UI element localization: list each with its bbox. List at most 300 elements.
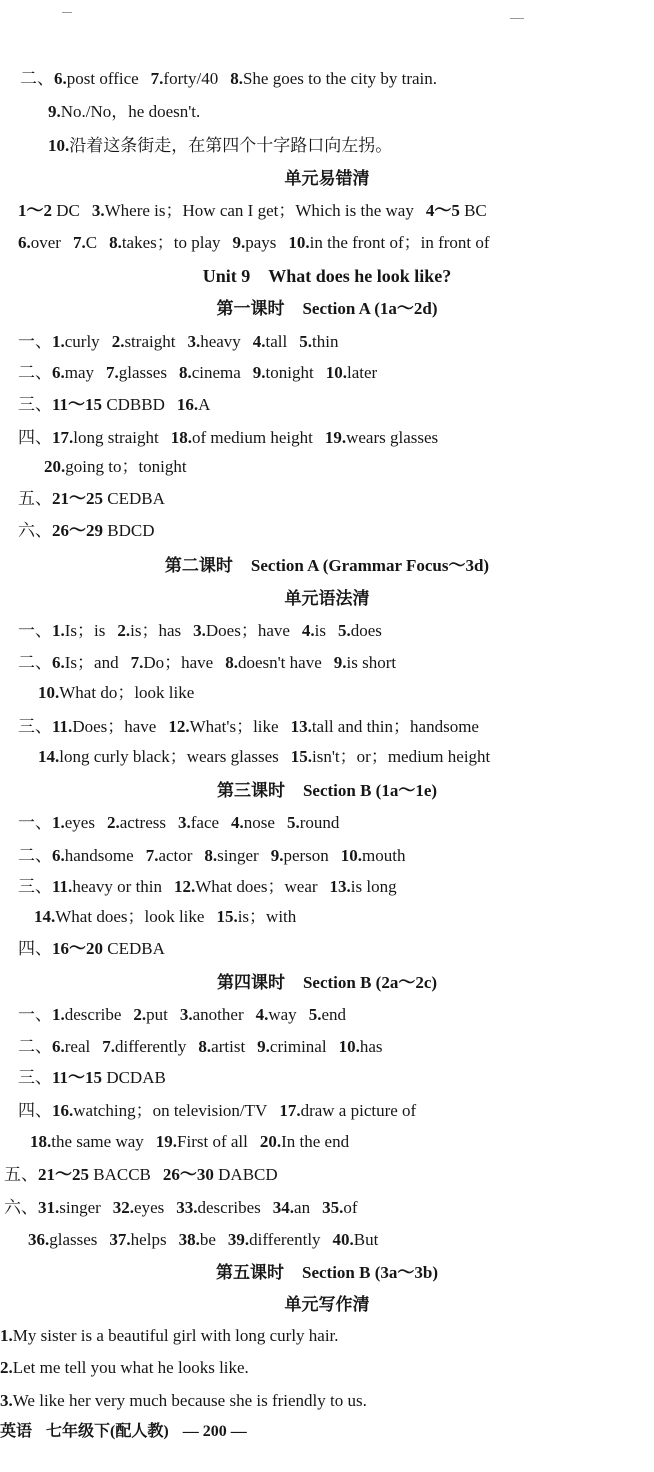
answer-item bbox=[73, 233, 97, 252]
item-number: 33. bbox=[176, 1198, 198, 1217]
item-number: 7. bbox=[72, 233, 86, 252]
answer-item bbox=[260, 1132, 349, 1151]
section-prefix: 三、 bbox=[18, 877, 52, 896]
answer-line bbox=[18, 520, 154, 542]
item-answer: DABCD bbox=[213, 1165, 278, 1184]
item-number: 18. bbox=[30, 1132, 52, 1151]
answer-item bbox=[299, 332, 338, 351]
answer-item bbox=[338, 621, 382, 640]
item-answer: straight bbox=[124, 332, 176, 351]
item-number: 2. bbox=[117, 621, 131, 640]
item-number: 38. bbox=[178, 1230, 200, 1249]
item-number: 26～29 bbox=[52, 521, 103, 540]
answer-item bbox=[180, 1005, 244, 1024]
answer-item bbox=[322, 1198, 357, 1217]
item-number: 8. bbox=[204, 846, 218, 865]
section-heading bbox=[0, 972, 654, 994]
item-answer: tall and thin；handsome bbox=[311, 717, 479, 736]
answer-item bbox=[198, 1037, 245, 1056]
item-answer: later bbox=[346, 363, 378, 382]
section-prefix: 四、 bbox=[18, 428, 52, 447]
item-answer: nose bbox=[243, 813, 275, 832]
answer-item bbox=[131, 653, 214, 672]
heading-part: 第一课时 bbox=[216, 299, 285, 318]
item-answer: has bbox=[359, 1037, 383, 1056]
section-prefix: 一、 bbox=[18, 621, 52, 640]
item-number: 13. bbox=[329, 877, 351, 896]
answer-item bbox=[302, 621, 326, 640]
heading-part: What does he look like? bbox=[268, 266, 452, 286]
page-footer bbox=[0, 1421, 257, 1443]
item-number: 4. bbox=[301, 621, 315, 640]
item-answer: cinema bbox=[191, 363, 241, 382]
item-number: 19. bbox=[324, 428, 347, 447]
answer-line bbox=[18, 488, 165, 510]
item-number: 3. bbox=[91, 201, 105, 220]
item-number: 2. bbox=[0, 1358, 13, 1377]
item-number: 40. bbox=[332, 1230, 354, 1249]
item-answer: takes；to play bbox=[121, 233, 221, 252]
answer-item bbox=[176, 1198, 261, 1217]
item-answer: an bbox=[294, 1198, 311, 1217]
item-number: 19. bbox=[155, 1132, 178, 1151]
answer-item bbox=[52, 1101, 267, 1120]
answer-item bbox=[52, 1037, 90, 1056]
answer-item bbox=[52, 717, 156, 736]
answer-item bbox=[179, 363, 241, 382]
answer-line bbox=[18, 1036, 383, 1058]
answer-line bbox=[30, 1131, 349, 1153]
answer-item bbox=[92, 201, 414, 220]
answer-item bbox=[325, 428, 438, 447]
item-number: 16. bbox=[176, 395, 199, 414]
item-number: 31. bbox=[38, 1198, 60, 1217]
item-answer: No./No，he doesn't. bbox=[60, 102, 201, 121]
section-prefix: 一、 bbox=[18, 1005, 52, 1024]
item-number: 11～15 bbox=[52, 1068, 103, 1087]
section-prefix: 六、 bbox=[18, 521, 52, 540]
answer-item bbox=[339, 1037, 383, 1056]
item-number: 21～25 bbox=[38, 1165, 89, 1184]
section-prefix: 五、 bbox=[18, 489, 52, 508]
heading-part: 第五课时 bbox=[216, 1263, 284, 1282]
item-number: 17. bbox=[52, 428, 74, 447]
item-answer: going to；tonight bbox=[65, 457, 187, 476]
item-answer: Do；have bbox=[143, 653, 214, 672]
item-answer: But bbox=[353, 1230, 379, 1249]
item-number: 9. bbox=[48, 102, 61, 121]
answer-item bbox=[38, 683, 194, 702]
item-number: 14. bbox=[38, 747, 60, 766]
item-answer: differently bbox=[114, 1037, 187, 1056]
answer-item bbox=[38, 747, 279, 766]
item-number: 4. bbox=[255, 1005, 269, 1024]
item-number: 20. bbox=[44, 457, 66, 476]
item-answer: Let me tell you what he looks like. bbox=[12, 1358, 249, 1377]
answer-item bbox=[52, 332, 100, 351]
answer-line bbox=[18, 331, 338, 353]
answer-line bbox=[4, 1197, 358, 1219]
answer-item bbox=[271, 846, 329, 865]
answer-line bbox=[48, 135, 392, 157]
answer-item bbox=[18, 233, 61, 252]
item-answer: watching；on television/TV bbox=[73, 1101, 268, 1120]
section-prefix: 三、 bbox=[18, 717, 52, 736]
item-number: 3. bbox=[0, 1391, 13, 1410]
item-number: 6. bbox=[52, 363, 65, 382]
heading-part: 单元写作清 bbox=[284, 1295, 370, 1314]
item-answer: does bbox=[350, 621, 382, 640]
item-number: 1. bbox=[52, 332, 65, 351]
item-number: 4. bbox=[252, 332, 266, 351]
item-number: 1. bbox=[52, 621, 65, 640]
answer-item bbox=[28, 1230, 97, 1249]
answer-item bbox=[113, 1198, 164, 1217]
answer-item bbox=[163, 1165, 278, 1184]
item-number: 15. bbox=[290, 747, 313, 766]
answer-line bbox=[34, 906, 296, 928]
item-answer: helps bbox=[130, 1230, 167, 1249]
answer-item bbox=[426, 201, 487, 220]
answer-item bbox=[174, 877, 318, 896]
item-answer: Does；have bbox=[72, 717, 157, 736]
answer-line bbox=[18, 232, 490, 254]
item-answer: singer bbox=[59, 1198, 101, 1217]
item-number: 18. bbox=[170, 428, 192, 447]
item-number: 10. bbox=[288, 233, 310, 252]
answer-item bbox=[34, 907, 204, 926]
answer-line bbox=[18, 716, 479, 738]
answer-item bbox=[309, 1005, 346, 1024]
heading-part: Section A (1a～2d) bbox=[302, 299, 438, 318]
item-answer: the same way bbox=[51, 1132, 144, 1151]
item-answer: wears glasses bbox=[346, 428, 439, 447]
item-number: 4. bbox=[231, 813, 244, 832]
item-number: 15. bbox=[216, 907, 238, 926]
section-prefix: 二、 bbox=[18, 363, 52, 382]
footer-grade: 七年级下(配人教) bbox=[46, 1423, 169, 1440]
answer-line bbox=[18, 938, 165, 960]
answer-item bbox=[231, 813, 275, 832]
item-answer: over bbox=[30, 233, 61, 252]
item-answer: is；has bbox=[130, 621, 182, 640]
item-answer: singer bbox=[217, 846, 259, 865]
item-answer: way bbox=[268, 1005, 297, 1024]
item-number: 7. bbox=[130, 653, 144, 672]
item-number: 34. bbox=[272, 1198, 295, 1217]
item-answer: thin bbox=[312, 332, 339, 351]
item-number: 3. bbox=[187, 332, 201, 351]
item-number: 12. bbox=[168, 717, 190, 736]
answer-line bbox=[38, 682, 194, 704]
item-number: 16. bbox=[52, 1101, 74, 1120]
answer-item bbox=[102, 1037, 186, 1056]
item-number: 3. bbox=[193, 621, 206, 640]
item-number: 6. bbox=[52, 846, 65, 865]
item-answer: eyes bbox=[134, 1198, 165, 1217]
item-number: 26～30 bbox=[162, 1165, 214, 1184]
item-number: 6. bbox=[54, 69, 67, 88]
item-number: 8. bbox=[109, 233, 122, 252]
section-heading bbox=[0, 168, 654, 190]
section-prefix: 三、 bbox=[18, 1068, 52, 1087]
answer-item bbox=[38, 1198, 101, 1217]
section-prefix: 五、 bbox=[4, 1165, 38, 1184]
answer-line bbox=[18, 876, 397, 898]
heading-part: 第二课时 bbox=[164, 556, 233, 575]
heading-part: 第四课时 bbox=[216, 973, 285, 992]
item-answer: mouth bbox=[362, 846, 406, 865]
item-number: 5. bbox=[299, 332, 312, 351]
answer-item bbox=[52, 846, 134, 865]
item-number: 9. bbox=[270, 846, 284, 865]
answer-item bbox=[30, 1132, 144, 1151]
item-answer: isn't；or；medium height bbox=[312, 747, 491, 766]
item-number: 8. bbox=[230, 69, 243, 88]
answer-item bbox=[253, 332, 287, 351]
answer-item bbox=[151, 69, 219, 88]
item-number: 5. bbox=[308, 1005, 322, 1024]
item-number: 2. bbox=[133, 1005, 147, 1024]
answer-item bbox=[177, 395, 211, 414]
item-answer: differently bbox=[249, 1230, 321, 1249]
item-answer: doesn't have bbox=[237, 653, 322, 672]
answer-item bbox=[52, 1068, 166, 1087]
answer-item bbox=[168, 717, 278, 736]
section-prefix: 一、 bbox=[18, 813, 52, 832]
item-number: 11～15 bbox=[52, 395, 103, 414]
item-answer: may bbox=[64, 363, 95, 382]
answer-item bbox=[291, 717, 479, 736]
answer-item bbox=[52, 489, 165, 508]
answer-item bbox=[54, 69, 139, 88]
answer-line bbox=[18, 427, 438, 449]
answer-item bbox=[52, 521, 154, 540]
item-number: 17. bbox=[279, 1101, 301, 1120]
answer-item bbox=[109, 1230, 166, 1249]
answer-item bbox=[230, 69, 437, 88]
item-number: 6. bbox=[18, 233, 31, 252]
item-number: 2. bbox=[111, 332, 125, 351]
item-answer: DC bbox=[52, 201, 80, 220]
answer-item bbox=[146, 846, 193, 865]
heading-part: Section B (2a～2c) bbox=[302, 973, 438, 992]
item-answer: round bbox=[299, 813, 340, 832]
answer-line bbox=[20, 68, 437, 90]
answer-item bbox=[204, 846, 258, 865]
answer-line bbox=[18, 1004, 346, 1026]
answer-item bbox=[287, 813, 339, 832]
item-number: 6. bbox=[52, 653, 65, 672]
item-number: 1. bbox=[0, 1326, 13, 1345]
item-answer: of bbox=[343, 1198, 358, 1217]
answer-item bbox=[52, 428, 159, 447]
answer-item bbox=[334, 653, 396, 672]
item-answer: Does；have bbox=[205, 621, 290, 640]
answer-item bbox=[52, 653, 119, 672]
section-heading bbox=[0, 555, 654, 577]
item-number: 3. bbox=[179, 1005, 193, 1024]
item-answer: pays bbox=[245, 233, 277, 252]
item-number: 10. bbox=[340, 846, 363, 865]
answer-line bbox=[0, 1390, 367, 1412]
item-answer: describes bbox=[197, 1198, 261, 1217]
answer-item bbox=[52, 877, 162, 896]
item-answer: glasses bbox=[118, 363, 167, 382]
item-answer: long straight bbox=[73, 428, 159, 447]
answer-line bbox=[18, 394, 210, 416]
answer-item bbox=[171, 428, 313, 447]
answer-line bbox=[18, 362, 377, 384]
answer-item bbox=[117, 621, 181, 640]
answer-item bbox=[0, 1358, 249, 1377]
answer-item bbox=[225, 653, 322, 672]
item-answer: of medium height bbox=[191, 428, 313, 447]
item-answer: Is；is bbox=[64, 621, 106, 640]
item-answer: person bbox=[283, 846, 329, 865]
item-number: 9. bbox=[232, 233, 246, 252]
answer-line bbox=[18, 620, 382, 642]
answer-item bbox=[330, 877, 397, 896]
item-number: 5. bbox=[338, 621, 351, 640]
item-number: 36. bbox=[28, 1230, 50, 1249]
answer-item bbox=[0, 1326, 339, 1345]
item-answer: C bbox=[85, 233, 98, 252]
item-number: 11. bbox=[52, 717, 73, 736]
item-number: 9. bbox=[257, 1037, 270, 1056]
answer-item bbox=[273, 1198, 310, 1217]
item-answer: real bbox=[64, 1037, 91, 1056]
item-number: 35. bbox=[322, 1198, 344, 1217]
item-number: 10. bbox=[325, 363, 347, 382]
item-answer: BC bbox=[459, 201, 487, 220]
answer-line bbox=[0, 1325, 339, 1347]
item-number: 9. bbox=[252, 363, 266, 382]
item-answer: another bbox=[192, 1005, 244, 1024]
item-answer: heavy or thin bbox=[72, 877, 163, 896]
answer-line bbox=[18, 812, 339, 834]
answer-item bbox=[52, 363, 94, 382]
answer-item bbox=[179, 1230, 216, 1249]
answer-item bbox=[341, 846, 406, 865]
item-answer: What does；wear bbox=[195, 877, 318, 896]
section-heading bbox=[0, 780, 654, 802]
answer-item bbox=[48, 102, 200, 121]
item-answer: BDCD bbox=[103, 521, 155, 540]
item-number: 1. bbox=[52, 1005, 65, 1024]
item-number: 6. bbox=[52, 1037, 65, 1056]
item-answer: What's；like bbox=[189, 717, 279, 736]
item-answer: handsome bbox=[64, 846, 134, 865]
item-answer: We like her very much because she is friendly to us. bbox=[12, 1391, 367, 1410]
item-answer: is bbox=[314, 621, 326, 640]
item-answer: draw a picture of bbox=[300, 1101, 417, 1120]
item-number: 7. bbox=[106, 363, 119, 382]
section-heading bbox=[0, 1262, 654, 1284]
answer-item bbox=[52, 395, 165, 414]
item-answer: long curly black；wears glasses bbox=[59, 747, 279, 766]
item-answer: face bbox=[190, 813, 220, 832]
item-number: 1～2 bbox=[18, 201, 52, 220]
footer-page-number: — 200 — bbox=[182, 1423, 247, 1440]
section-heading bbox=[0, 298, 654, 320]
item-answer: criminal bbox=[269, 1037, 327, 1056]
answer-item bbox=[44, 457, 187, 476]
heading-part: Section B (3a～3b) bbox=[302, 1263, 438, 1282]
heading-part: 单元语法清 bbox=[284, 589, 370, 608]
item-number: 10. bbox=[338, 1037, 360, 1056]
answer-line bbox=[18, 200, 487, 222]
section-prefix: 三、 bbox=[18, 395, 52, 414]
item-answer: is short bbox=[346, 653, 397, 672]
item-answer: heavy bbox=[200, 332, 241, 351]
item-answer: What do；look like bbox=[59, 683, 195, 702]
item-number: 1. bbox=[52, 813, 65, 832]
item-answer: tonight bbox=[265, 363, 314, 382]
item-answer: CEDBA bbox=[103, 939, 165, 958]
answer-item bbox=[52, 813, 95, 832]
answer-item bbox=[178, 813, 219, 832]
answer-item bbox=[109, 233, 220, 252]
answer-item bbox=[107, 813, 166, 832]
section-heading bbox=[0, 265, 654, 287]
answer-line bbox=[18, 1067, 166, 1089]
item-answer: eyes bbox=[64, 813, 95, 832]
answer-line bbox=[38, 746, 490, 768]
item-answer: artist bbox=[211, 1037, 246, 1056]
section-prefix: 六、 bbox=[4, 1198, 38, 1217]
item-answer: put bbox=[146, 1005, 168, 1024]
answer-line bbox=[18, 1100, 416, 1122]
answer-item bbox=[279, 1101, 416, 1120]
answer-item bbox=[48, 136, 392, 155]
item-number: 10. bbox=[48, 136, 70, 155]
answer-item bbox=[291, 747, 491, 766]
item-answer: tall bbox=[265, 332, 288, 351]
scan-mark bbox=[62, 12, 72, 13]
item-answer: CEDBA bbox=[103, 489, 165, 508]
item-answer: end bbox=[321, 1005, 346, 1024]
item-number: 20. bbox=[259, 1132, 282, 1151]
item-number: 14. bbox=[34, 907, 56, 926]
item-number: 12. bbox=[174, 877, 196, 896]
answer-line bbox=[18, 845, 406, 867]
item-answer: Is；and bbox=[64, 653, 119, 672]
item-number: 5. bbox=[286, 813, 300, 832]
heading-part: 单元易错清 bbox=[284, 169, 370, 188]
section-prefix: 二、 bbox=[20, 69, 54, 88]
section-heading bbox=[0, 1294, 654, 1316]
item-number: 13. bbox=[290, 717, 312, 736]
item-number: 7. bbox=[145, 846, 159, 865]
item-answer: DCDAB bbox=[102, 1068, 166, 1087]
item-answer: is long bbox=[350, 877, 397, 896]
item-number: 39. bbox=[227, 1230, 250, 1249]
footer-subject: 英语 bbox=[0, 1423, 33, 1440]
item-answer: glasses bbox=[49, 1230, 98, 1249]
section-prefix: 二、 bbox=[18, 846, 52, 865]
answer-item bbox=[133, 1005, 167, 1024]
section-prefix: 四、 bbox=[18, 939, 52, 958]
answer-item bbox=[112, 332, 176, 351]
answer-item bbox=[326, 363, 377, 382]
section-prefix: 二、 bbox=[18, 1037, 52, 1056]
answer-item bbox=[52, 1005, 121, 1024]
answer-line bbox=[28, 1229, 378, 1251]
answer-item bbox=[228, 1230, 321, 1249]
item-answer: She goes to the city by train. bbox=[242, 69, 438, 88]
answer-item bbox=[52, 621, 105, 640]
